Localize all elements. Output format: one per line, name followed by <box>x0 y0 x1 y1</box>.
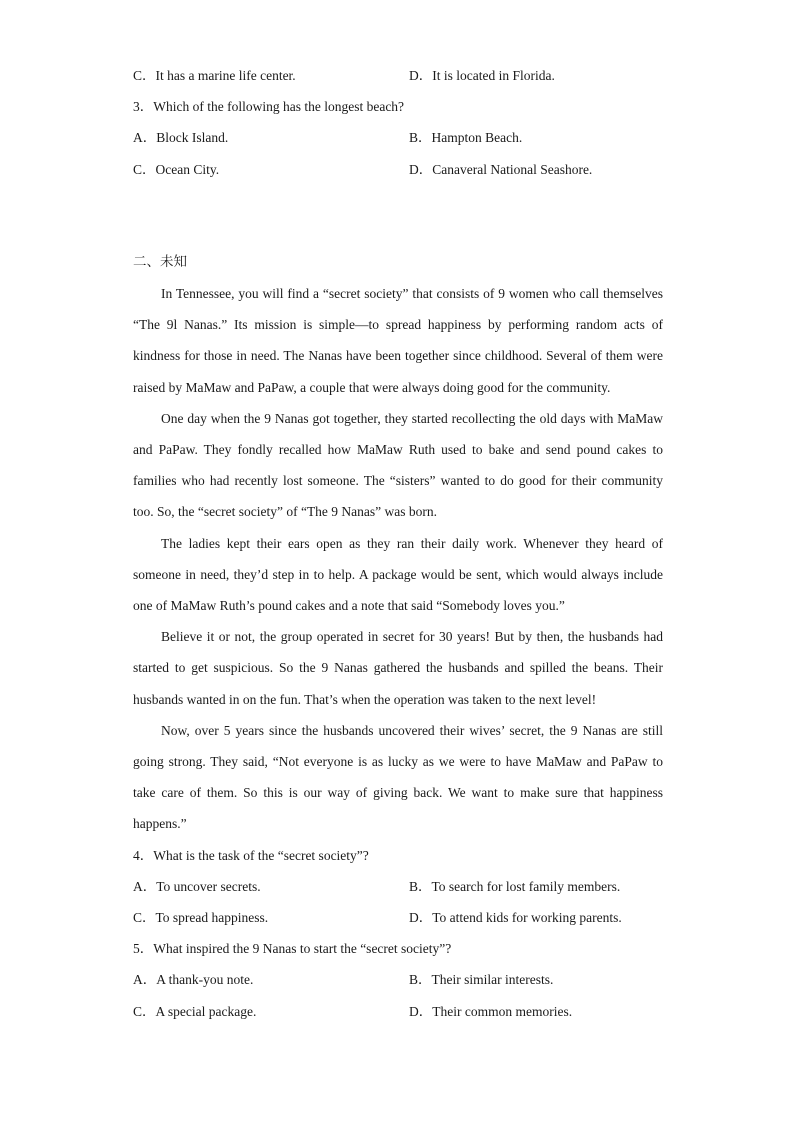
section-title: 二、未知 <box>133 253 187 270</box>
q3-option-d: D．Canaveral National Seashore. <box>409 161 593 177</box>
q4-option-b: B．To search for lost family members. <box>409 878 621 894</box>
q3-option-c: C．Ocean City. <box>133 161 220 177</box>
q5-option-d: D．Their common memories. <box>409 1003 573 1019</box>
q5-option-c: C．A special package. <box>133 1003 257 1019</box>
passage-paragraph: In Tennessee, you will find a “secret society” that consists of 9 women who call themselves “The 9l Nanas.” Its mission is simple—to spread happiness by performing random acts of kindness for those in need. The Nanas have been together since childhood. Several of them were raised by MaMaw and PaPaw, a couple that were always doing good for the community. <box>133 286 663 395</box>
q4-option-c: C．To spread happiness. <box>133 910 269 926</box>
passage-paragraph: The ladies kept their ears open as they ran their daily work. Whenever they heard of someone in need, they’d step in to help. A package would be sent, which would always include one of MaMaw Ruth’s pound cakes and a note that said “Somebody loves you.” <box>133 535 663 614</box>
q4-options-cd <box>133 902 663 933</box>
q5-option-b: B．Their similar interests. <box>409 972 554 988</box>
reading-passage <box>133 278 663 840</box>
q2-options-cd <box>133 60 663 91</box>
q4-options-ab <box>133 871 663 902</box>
q3-option-b: B．Hampton Beach. <box>409 130 523 146</box>
q3-option-a: A．Block Island. <box>133 130 229 146</box>
q3-stem: 3．Which of the following has the longest beach? <box>133 99 405 115</box>
exam-page <box>133 60 663 1027</box>
q4-stem: 4．What is the task of the “secret society”? <box>133 847 369 863</box>
q2-option-c: C．It has a marine life center. <box>133 68 296 83</box>
passage-paragraph: Now, over 5 years since the husbands uncovered their wives’ secret, the 9 Nanas are still going strong. They said, “Not everyone is as lucky as we were to have MaMaw and PaPaw to take care of them. So this is our way of giving back. We want to make sure that happiness happens.” <box>133 722 663 832</box>
q5-options-cd <box>133 996 663 1027</box>
q5-options-ab <box>133 964 663 995</box>
q3-options-ab <box>133 122 663 153</box>
q4-option-d: D．To attend kids for working parents. <box>409 910 622 926</box>
spacer <box>133 185 663 247</box>
q3-options-cd <box>133 154 663 185</box>
q2-option-d: D．It is located in Florida. <box>409 68 555 83</box>
q4-option-a: A．To uncover secrets. <box>133 878 261 894</box>
q5-stem: 5．What inspired the 9 Nanas to start the “secret society”? <box>133 941 452 957</box>
passage-paragraph: One day when the 9 Nanas got together, they started recollecting the old days with MaMaw and PaPaw. They fondly recalled how MaMaw Ruth used to bake and send pound cakes to families who had recently lost someone. The “sisters” wanted to do good for their community too. So, the “secret society” of “The 9 Nanas” was born. <box>133 410 663 520</box>
passage-paragraph: Believe it or not, the group operated in secret for 30 years! But by then, the husbands had started to get suspicious. So the 9 Nanas gathered the husbands and spilled the beans. Their husbands wanted in on the fun. That’s when the operation was taken to the next level! <box>133 629 663 707</box>
q5-option-a: A．A thank-you note. <box>133 972 254 988</box>
